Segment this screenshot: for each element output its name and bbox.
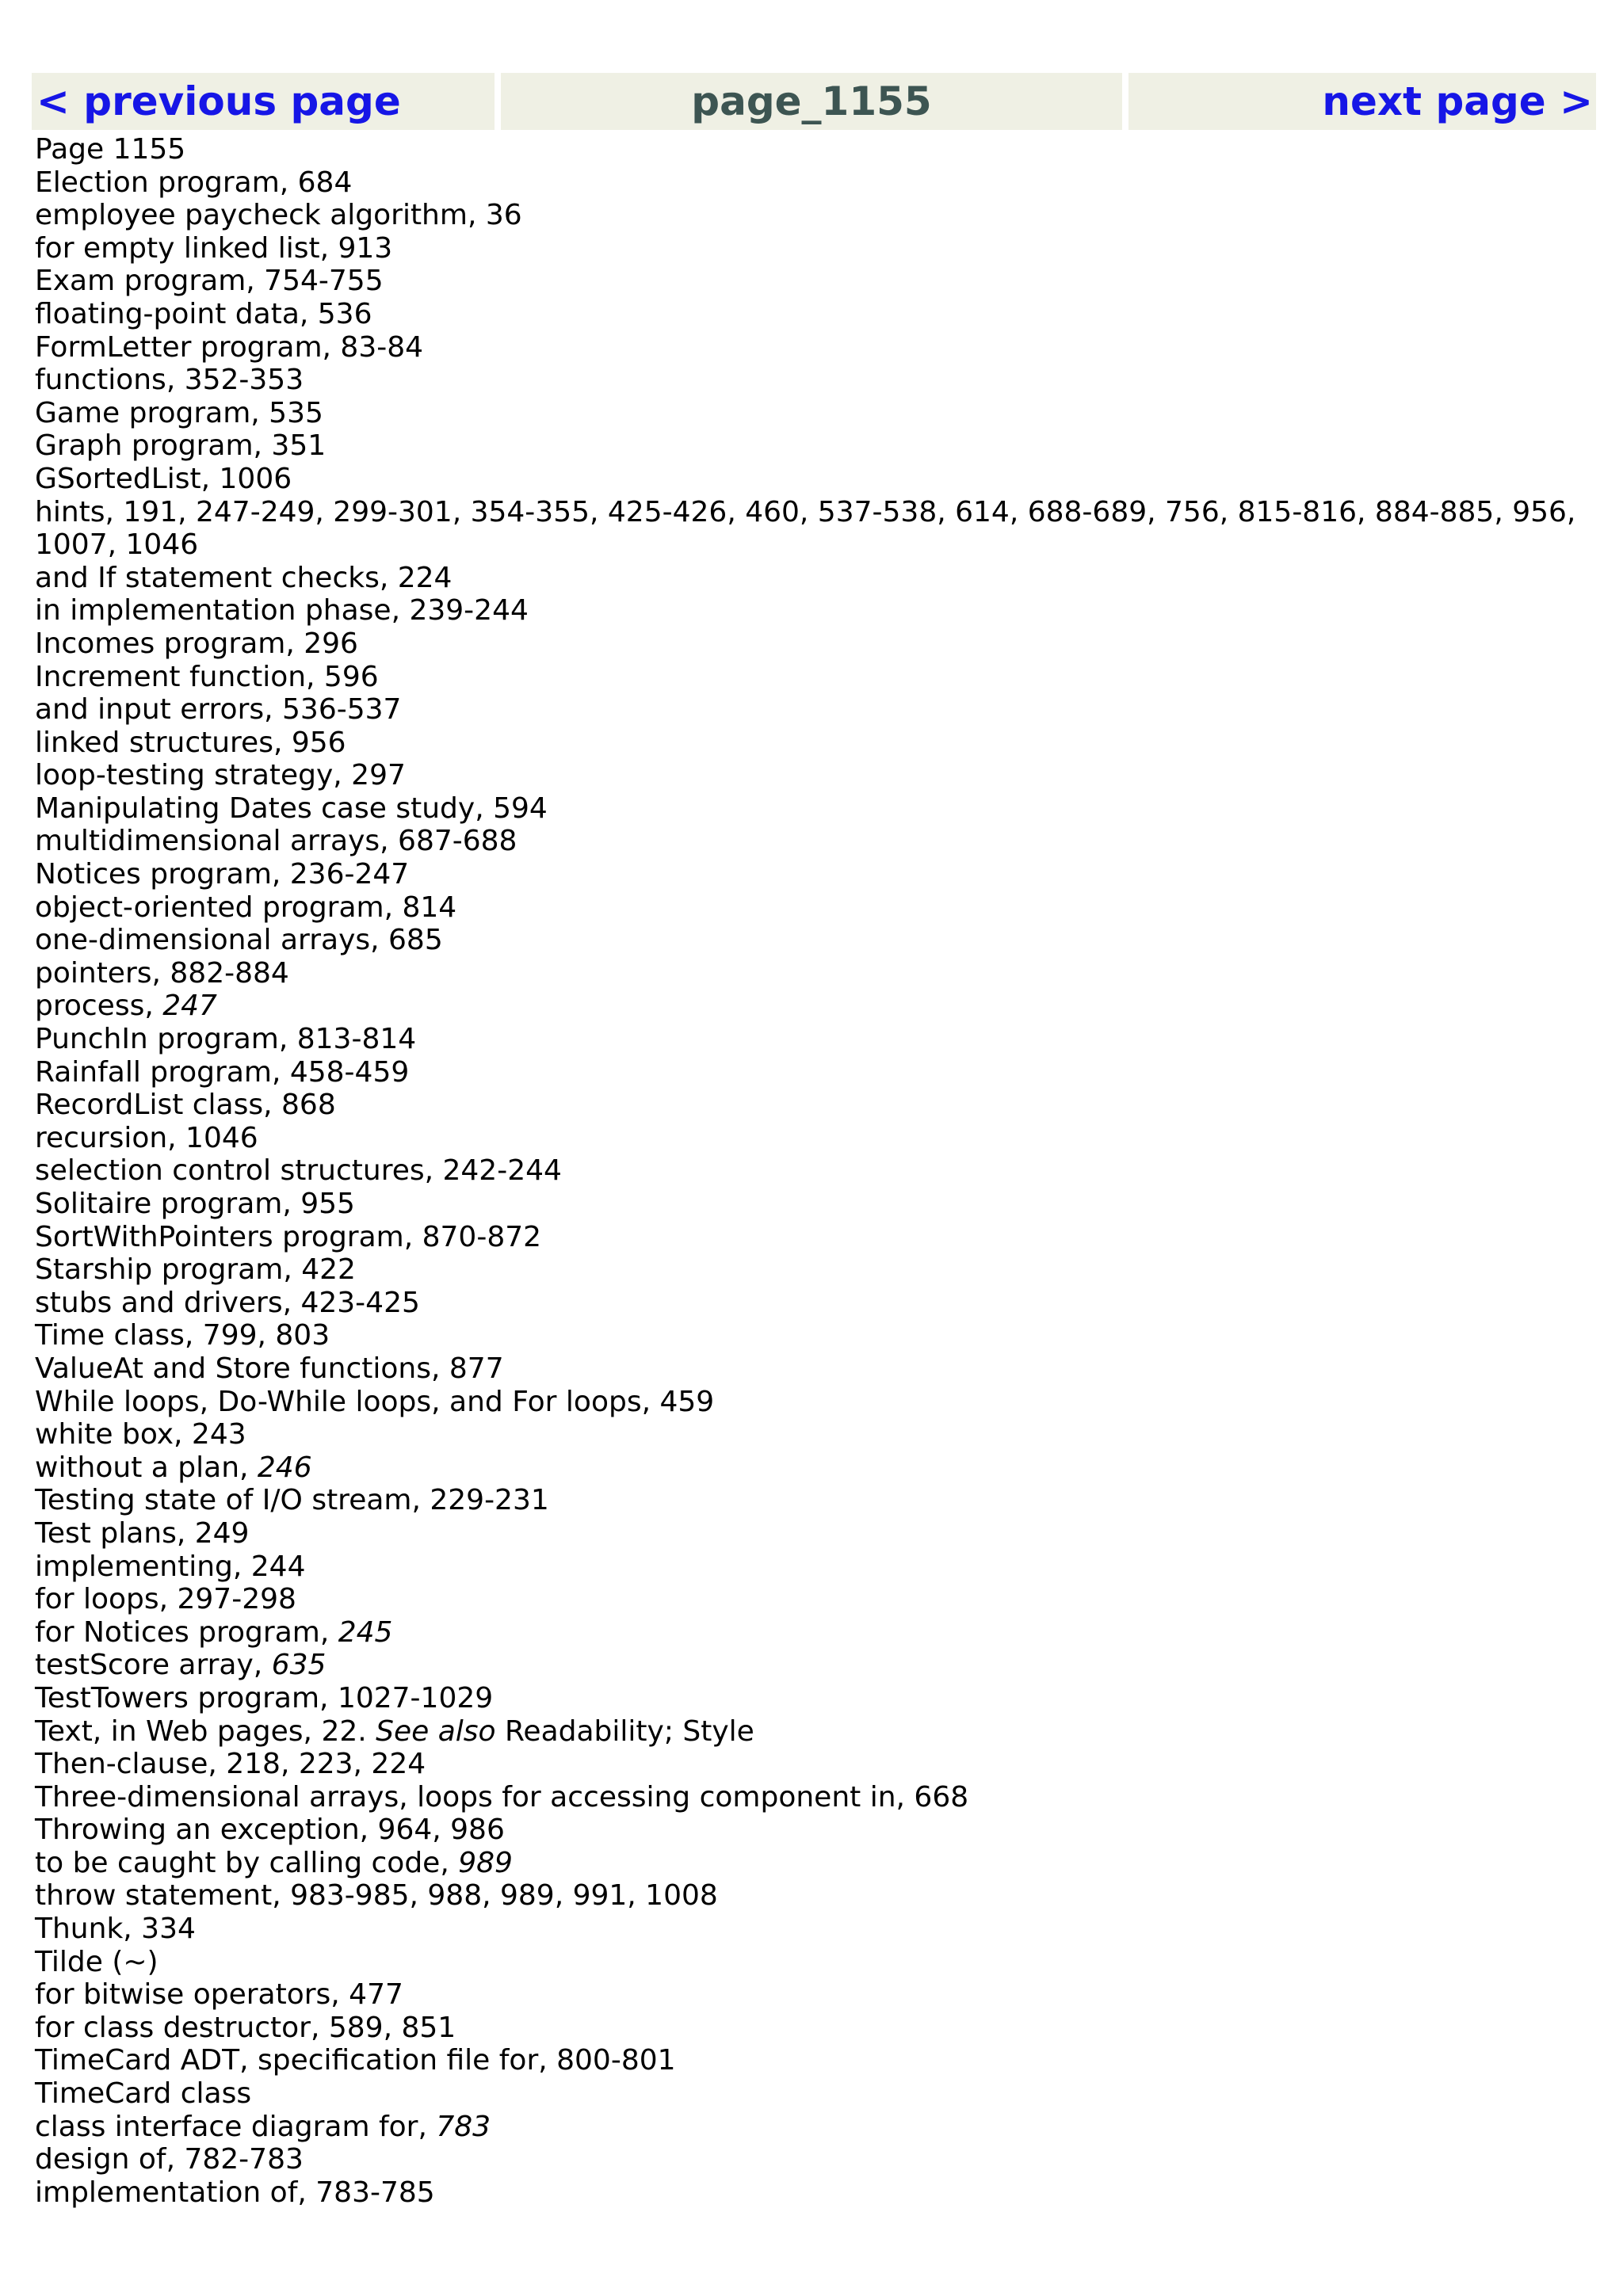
index-entry: [35, 990, 1588, 1023]
page-navigation: [32, 73, 1596, 130]
index-entry-text: object-oriented program, 814: [35, 891, 457, 924]
index-entry-text: for empty linked list, 913: [35, 231, 393, 265]
index-entry: [35, 1682, 1588, 1715]
index-entry: [35, 727, 1588, 760]
index-entry-text: Text, in Web pages, 22.: [35, 1714, 376, 1748]
index-entry: [35, 1386, 1588, 1419]
index-entry-text: GSortedList, 1006: [35, 462, 292, 495]
index-entry-text: without a plan,: [35, 1451, 258, 1484]
index-entry-italic-text: 783: [436, 2110, 491, 2143]
index-entry-text: multidimensional arrays, 687-688: [35, 825, 517, 858]
index-entry: [35, 2143, 1588, 2176]
index-entry: [35, 858, 1588, 891]
index-entry-text: functions, 352-353: [35, 364, 304, 397]
index-entry-text: in implementation phase, 239-244: [35, 594, 529, 627]
index-entry: [35, 1188, 1588, 1221]
index-entry-italic-text: 989: [458, 1846, 513, 1879]
index-entry: [35, 627, 1588, 661]
index-entry: [35, 957, 1588, 990]
index-entry-text: Increment function, 596: [35, 660, 379, 693]
index-entry-text: FormLetter program, 83-84: [35, 330, 424, 364]
index-entry-text: hints, 191, 247-249, 299-301, 354-355, 425-426, 460, 537-538, 614, 688-689, 756, 815-816, 884-885, 956, 1007, 1046: [35, 495, 1585, 562]
index-entry-text: for class destructor, 589, 851: [35, 2011, 456, 2044]
index-entry-text: Page 1155: [35, 133, 186, 166]
index-entry-text: SortWithPointers program, 870-872: [35, 1220, 542, 1253]
index-entry: [35, 1221, 1588, 1254]
previous-page-link[interactable]: < previous page: [32, 73, 495, 130]
index-entry-text: Time class, 799, 803: [35, 1319, 330, 1352]
index-entry: [35, 1089, 1588, 1122]
index-entry: [35, 331, 1588, 364]
index-entry-text: Rainfall program, 458-459: [35, 1055, 410, 1089]
index-entry-text: ValueAt and Store functions, 877: [35, 1352, 504, 1385]
index-entry: [35, 496, 1588, 562]
index-entry-text: one-dimensional arrays, 685: [35, 924, 443, 957]
index-entry: [35, 2077, 1588, 2111]
index-entry-text: TimeCard ADT, specification file for, 800-801: [35, 2044, 676, 2077]
index-entry-text: TimeCard class: [35, 2077, 252, 2111]
index-entry: [35, 1814, 1588, 1847]
index-entry-text: While loops, Do-While loops, and For loops, 459: [35, 1385, 715, 1418]
index-entry: [35, 1352, 1588, 1386]
page-title: page_1155: [501, 73, 1122, 130]
index-entry-text: white box, 243: [35, 1418, 246, 1451]
index-entry-text: stubs and drivers, 423-425: [35, 1286, 420, 1319]
index-entry-text: implementing, 244: [35, 1550, 306, 1583]
index-entry-italic-text: See also: [376, 1714, 496, 1748]
index-entry: [35, 594, 1588, 627]
index-entry-text: Tilde (~): [35, 1945, 158, 1978]
index-entry-text: Then-clause, 218, 223, 224: [35, 1748, 426, 1781]
index-entry: [35, 1550, 1588, 1584]
index-entry: [35, 1319, 1588, 1352]
index-entry-text: pointers, 882-884: [35, 956, 289, 990]
index-entry: [35, 1946, 1588, 1979]
index-entry: [35, 298, 1588, 331]
index-entry: [35, 693, 1588, 727]
index-entry-text: PunchIn program, 813-814: [35, 1023, 417, 1056]
index-entry: [35, 1616, 1588, 1650]
index-entry: [35, 1451, 1588, 1485]
index-entry-text: throw statement, 983-985, 988, 989, 991, 1008: [35, 1879, 718, 1913]
index-entry-text: Three-dimensional arrays, loops for accessing component in, 668: [35, 1780, 969, 1814]
index-entry-text: Incomes program, 296: [35, 627, 358, 660]
index-entry: [35, 924, 1588, 957]
index-entry-text: TestTowers program, 1027-1029: [35, 1681, 494, 1714]
index-entry: [35, 1484, 1588, 1517]
index-entry-text: Election program, 684: [35, 166, 353, 199]
index-entry-text: and If statement checks, 224: [35, 561, 453, 594]
index-entry: [35, 1253, 1588, 1287]
index-entry-text: design of, 782-783: [35, 2143, 304, 2176]
index-entry: [35, 1913, 1588, 1946]
index-entry: [35, 1781, 1588, 1814]
index-entry: [35, 1517, 1588, 1550]
index-entry-text: RecordList class, 868: [35, 1089, 336, 1122]
index-entry-text: for bitwise operators, 477: [35, 1978, 403, 2012]
index-entry-text: implementation of, 783-785: [35, 2176, 435, 2209]
index-entry: [35, 2176, 1588, 2210]
index-entry-text: class interface diagram for,: [35, 2110, 437, 2143]
index-entry-text: and input errors, 536-537: [35, 693, 402, 727]
index-entry-text: Manipulating Dates case study, 594: [35, 791, 548, 825]
index-entry-text: to be caught by calling code,: [35, 1846, 459, 1879]
index-entry: [35, 1056, 1588, 1089]
index-entry-text: process,: [35, 990, 163, 1023]
index-entries: [35, 133, 1588, 2209]
index-entry-italic-text: 246: [257, 1451, 312, 1484]
index-entry: [35, 1879, 1588, 1913]
index-entry: [35, 1978, 1588, 2012]
index-entry: [35, 166, 1588, 200]
index-entry-text: selection control structures, 242-244: [35, 1154, 562, 1188]
index-entry-text: Testing state of I/O stream, 229-231: [35, 1484, 549, 1517]
index-entry-italic-text: 247: [162, 990, 217, 1023]
index-entry-text: Game program, 535: [35, 396, 323, 429]
index-entry: [35, 429, 1588, 463]
index-entry: [35, 792, 1588, 826]
index-entry: [35, 2012, 1588, 2045]
index-entry: [35, 1287, 1588, 1320]
index-entry: [35, 1649, 1588, 1682]
index-entry: [35, 2111, 1588, 2144]
index-entry: [35, 364, 1588, 397]
index-entry: [35, 891, 1588, 925]
index-entry: [35, 825, 1588, 858]
index-entry: [35, 2044, 1588, 2077]
index-entry: [35, 232, 1588, 265]
index-entry: [35, 397, 1588, 430]
index-entry-text: testScore array,: [35, 1649, 272, 1682]
index-entry-italic-text: 635: [271, 1649, 327, 1682]
index-entry-text: for Notices program,: [35, 1615, 338, 1649]
index-entry-text: Graph program, 351: [35, 429, 327, 463]
index-entry-text: Solitaire program, 955: [35, 1188, 355, 1220]
index-entry: [35, 133, 1588, 166]
index-entry: [35, 1847, 1588, 1880]
index-entry-text: Throwing an exception, 964, 986: [35, 1814, 505, 1847]
index-entry: [35, 1154, 1588, 1188]
index-entry: [35, 463, 1588, 496]
index-entry: [35, 1715, 1588, 1749]
index-entry: [35, 199, 1588, 232]
index-entry-text: loop-testing strategy, 297: [35, 759, 406, 792]
next-page-link[interactable]: next page >: [1128, 73, 1596, 130]
index-entry: [35, 562, 1588, 595]
index-entry: [35, 1583, 1588, 1616]
index-entry: [35, 661, 1588, 694]
index-entry-text: Readability; Style: [495, 1714, 754, 1748]
index-entry: [35, 759, 1588, 792]
index-entry-text: Exam program, 754-755: [35, 265, 384, 298]
index-entry-text: Starship program, 422: [35, 1253, 356, 1287]
index-entry: [35, 1023, 1588, 1056]
index-entry-text: recursion, 1046: [35, 1121, 258, 1154]
index-entry-text: linked structures, 956: [35, 726, 346, 759]
index-entry: [35, 1748, 1588, 1781]
index-entry-text: Notices program, 236-247: [35, 858, 410, 891]
index-entry: [35, 1418, 1588, 1451]
index-entry: [35, 265, 1588, 298]
index-entry: [35, 1122, 1588, 1155]
index-entry-text: Thunk, 334: [35, 1913, 196, 1946]
index-entry-text: Test plans, 249: [35, 1516, 250, 1550]
index-entry-text: floating-point data, 536: [35, 297, 372, 330]
index-entry-text: employee paycheck algorithm, 36: [35, 199, 522, 232]
index-entry-italic-text: 245: [338, 1615, 393, 1649]
index-entry-text: for loops, 297-298: [35, 1583, 296, 1616]
